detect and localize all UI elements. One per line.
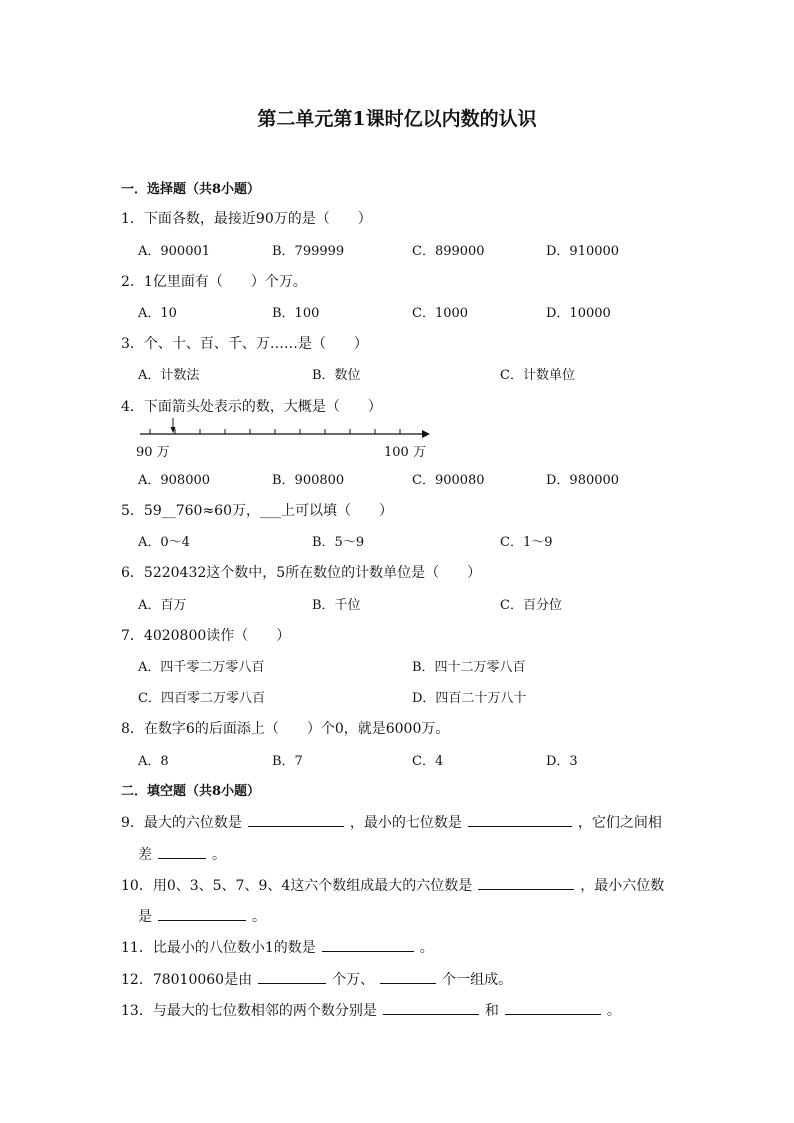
q9-text-5: 。	[212, 847, 226, 863]
question-5: 5．59__760≈60万，___上可以填（ ）	[121, 503, 393, 519]
question-2: 2．1亿里面有（ ）个万。	[121, 274, 307, 290]
q13-text-2: 和	[484, 1003, 499, 1019]
answer-blank[interactable]	[468, 812, 572, 827]
q9-text-4: 差	[138, 847, 152, 863]
answer-blank[interactable]	[505, 1000, 601, 1015]
q13-text-3: 。	[606, 1003, 621, 1019]
answer-blank[interactable]	[380, 969, 436, 984]
q13-text-1: 13．与最大的七位数相邻的两个数分别是	[121, 1003, 377, 1019]
answer-blank[interactable]	[158, 844, 206, 859]
q9-text-2: ，最小的七位数是	[349, 815, 462, 831]
q9-text-1: 9．最大的六位数是	[121, 815, 242, 831]
q7-option-d: D．四百二十万八十	[412, 691, 527, 706]
question-9	[121, 812, 662, 832]
q3-option-b: B．数位	[312, 368, 361, 383]
q6-option-c: C．百分位	[500, 598, 562, 613]
q4-option-b: B．900800	[272, 473, 345, 488]
q2-option-d: D．10000	[546, 306, 611, 321]
answer-blank[interactable]	[258, 969, 326, 984]
answer-blank[interactable]	[248, 812, 344, 827]
answer-blank[interactable]	[383, 1000, 479, 1015]
answer-blank[interactable]	[322, 937, 414, 952]
question-4: 4．下面箭头处表示的数，大概是（ ）	[121, 399, 382, 415]
q7-option-c: C．四百零二万零八百	[138, 691, 265, 706]
question-7: 7．4020800读作（ ）	[121, 628, 291, 644]
question-1: 1．下面各数，最接近90万的是（ ）	[121, 211, 372, 227]
q1-option-c: C．899000	[412, 244, 485, 259]
q9-text-3: ，它们之间相	[577, 815, 662, 831]
q12-text-3: 个一组成。	[442, 972, 513, 988]
q10-text-2: ，最小六位数	[580, 878, 665, 894]
q7-option-a: A．四千零二万零八百	[138, 660, 265, 675]
q5-option-a: A．0～4	[138, 535, 190, 550]
question-13	[121, 1000, 621, 1020]
q11-text-1: 11．比最小的八位数小1的数是	[121, 940, 316, 956]
section-heading-choice: 一．选择题（共8小题）	[121, 182, 261, 197]
page-title: 第二单元第1课时亿以内数的认识	[257, 108, 537, 130]
q12-text-1: 12．78010060是由	[121, 972, 253, 988]
q10-text-3: 是	[138, 909, 152, 925]
q4-option-c: C．900080	[412, 473, 485, 488]
q4-option-a: A．908000	[138, 473, 211, 488]
q6-option-b: B．千位	[312, 598, 361, 613]
answer-blank[interactable]	[158, 906, 246, 921]
q8-option-a: A．8	[138, 754, 169, 769]
q2-option-c: C．1000	[412, 306, 469, 321]
question-11	[121, 937, 434, 957]
q1-option-a: A．900001	[138, 244, 211, 259]
q8-option-b: B．7	[272, 754, 303, 769]
q1-option-d: D．910000	[546, 244, 620, 259]
answer-blank[interactable]	[478, 875, 574, 890]
q3-option-c: C．计数单位	[500, 368, 575, 383]
axis-start-label: 90 万	[136, 445, 170, 460]
q6-option-a: A．百万	[138, 598, 187, 613]
q3-option-a: A．计数法	[138, 368, 200, 383]
q1-option-b: B．799999	[272, 244, 345, 259]
axis-end-label: 100 万	[384, 445, 426, 460]
question-9-cont	[138, 844, 226, 864]
q4-option-d: D．980000	[546, 473, 620, 488]
q5-option-b: B．5～9	[312, 535, 365, 550]
q2-option-b: B．100	[272, 306, 320, 321]
question-6: 6．5220432这个数中，5所在数位的计数单位是（ ）	[121, 565, 482, 581]
question-8: 8．在数字6的后面添上（ ）个0，就是6000万。	[121, 721, 450, 737]
q8-option-c: C．4	[412, 754, 444, 769]
question-10-cont	[138, 906, 266, 926]
q2-option-a: A．10	[138, 306, 177, 321]
q8-option-d: D．3	[546, 754, 578, 769]
question-3: 3．个、十、百、千、万……是（ ）	[121, 336, 368, 352]
q10-text-4: 。	[252, 909, 266, 925]
q5-option-c: C．1～9	[500, 535, 553, 550]
q12-text-2: 个万、	[332, 972, 375, 988]
section-heading-fill: 二．填空题（共8小题）	[121, 784, 261, 799]
q10-text-1: 10．用0、3、5、7、9、4这六个数组成最大的六位数是	[121, 878, 473, 894]
q11-text-2: 。	[419, 940, 434, 956]
question-10	[121, 875, 664, 895]
question-12	[121, 969, 512, 989]
q7-option-b: B．四十二万零八百	[412, 660, 526, 675]
